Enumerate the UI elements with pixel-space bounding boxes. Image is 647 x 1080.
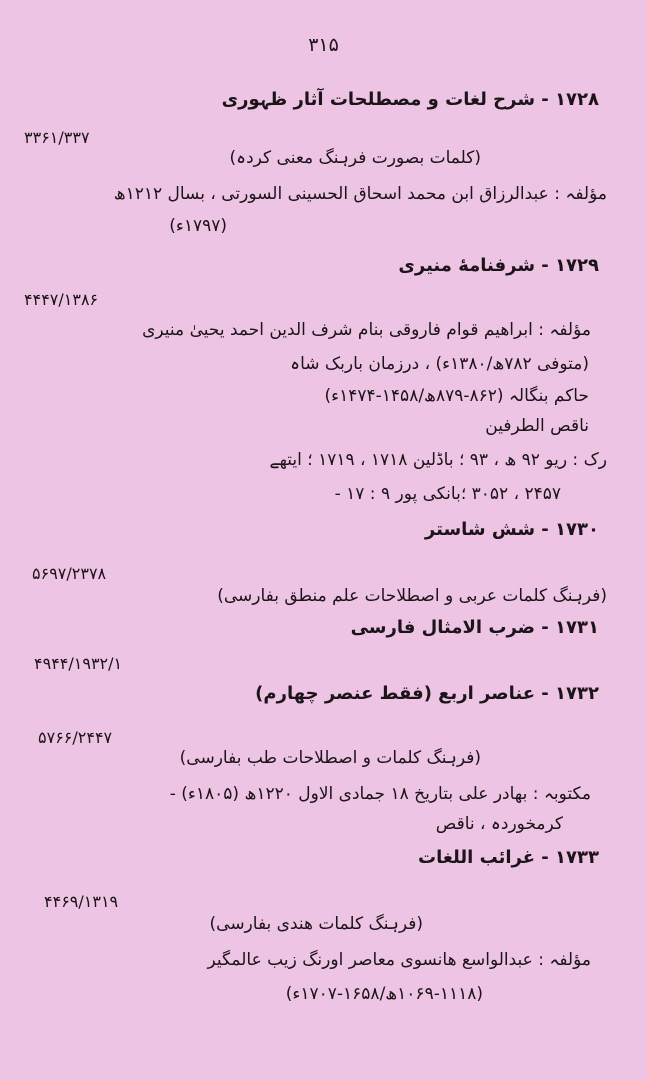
entry-line: (۱۷۹۷ء) bbox=[169, 216, 227, 236]
accession-number: ۴۴۶۹/۱۳۱۹ bbox=[44, 892, 119, 911]
entry-line: (۱۰۶۹-۱۱۱۸ھ/۱۶۵۸-۱۷۰۷ء) bbox=[285, 984, 483, 1004]
entry-line: (فرہنگ کلمات عربی و اصطلاحات علم منطق بفارسی) bbox=[217, 586, 607, 606]
entry-line: رک : ریو ۹۲ ھ ، ۹۳ ؛ باڈلین ۱۷۱۸ ، ۱۷۱۹ ؛ ایتھے bbox=[269, 450, 607, 470]
entry-line: (فرہنگ کلمات و اصطلاحات طب بفارسی) bbox=[179, 748, 481, 768]
entry-heading: ۱۷۳۳ - غرائب اللغات bbox=[418, 847, 599, 868]
entry-line: کرمخوردہ ، ناقص bbox=[435, 814, 563, 834]
page-number: ۳۱۵ bbox=[308, 34, 339, 56]
entry-line: (کلمات بصورت فرہنگ معنی کردہ) bbox=[229, 148, 481, 168]
entry-heading: ۱۷۳۰ - شش شاستر bbox=[424, 519, 599, 540]
entry-line: حاکم بنگالہ (۸۶۲-۸۷۹ھ/۱۴۵۸-۱۴۷۴ء) bbox=[324, 386, 589, 406]
entry-line: (متوفی ۷۸۲ھ/۱۳۸۰ء) ، درزمان باربک شاہ bbox=[290, 354, 589, 374]
entry-heading: ۱۷۳۲ - عناصر اربع (فقط عنصر چهارم) bbox=[255, 683, 599, 704]
accession-number: ۴۹۴۴/۱۹۳۲/۱ bbox=[34, 654, 123, 673]
entry-line: مؤلفہ : عبدالواسع هانسوی معاصر اورنگ زیب عالمگیر bbox=[207, 950, 591, 970]
accession-number: ۵۶۹۷/۲۳۷۸ bbox=[32, 564, 107, 583]
entry-heading: ۱۷۲۸ - شرح لغات و مصطلحات آثار ظہوری bbox=[221, 89, 599, 110]
entry-line: ناقص الطرفین bbox=[485, 416, 589, 436]
entry-heading: ۱۷۳۱ - ضرب الامثال فارسی bbox=[350, 617, 599, 638]
accession-number: ۵۷۶۶/۲۴۴۷ bbox=[38, 728, 113, 747]
accession-number: ۳۳۶۱/۳۳۷ bbox=[24, 128, 90, 147]
entry-heading: ۱۷۲۹ - شرفنامهٔ منیری bbox=[398, 255, 599, 276]
entry-line: مؤلفہ : عبدالرزاق ابن محمد اسحاق الحسینی السورتی ، بسال ۱۲۱۲ھ bbox=[113, 184, 607, 204]
entry-line: مؤلفہ : ابراهیم قوام فاروقی بنام شرف الدین احمد یحییٰ منیری bbox=[142, 320, 591, 340]
entry-line: ۲۴۵۷ ، ۳۰۵۲ ؛بانکی پور ۹ : ۱۷ - bbox=[334, 484, 561, 504]
entry-line: مکتوبہ : بهادر علی بتاریخ ۱۸ جمادی الاول ۱۲۲۰ھ (۱۸۰۵ء) - bbox=[169, 784, 591, 804]
entry-line: (فرہنگ کلمات هندی بفارسی) bbox=[209, 914, 423, 934]
accession-number: ۴۴۴۷/۱۳۸۶ bbox=[24, 290, 99, 309]
